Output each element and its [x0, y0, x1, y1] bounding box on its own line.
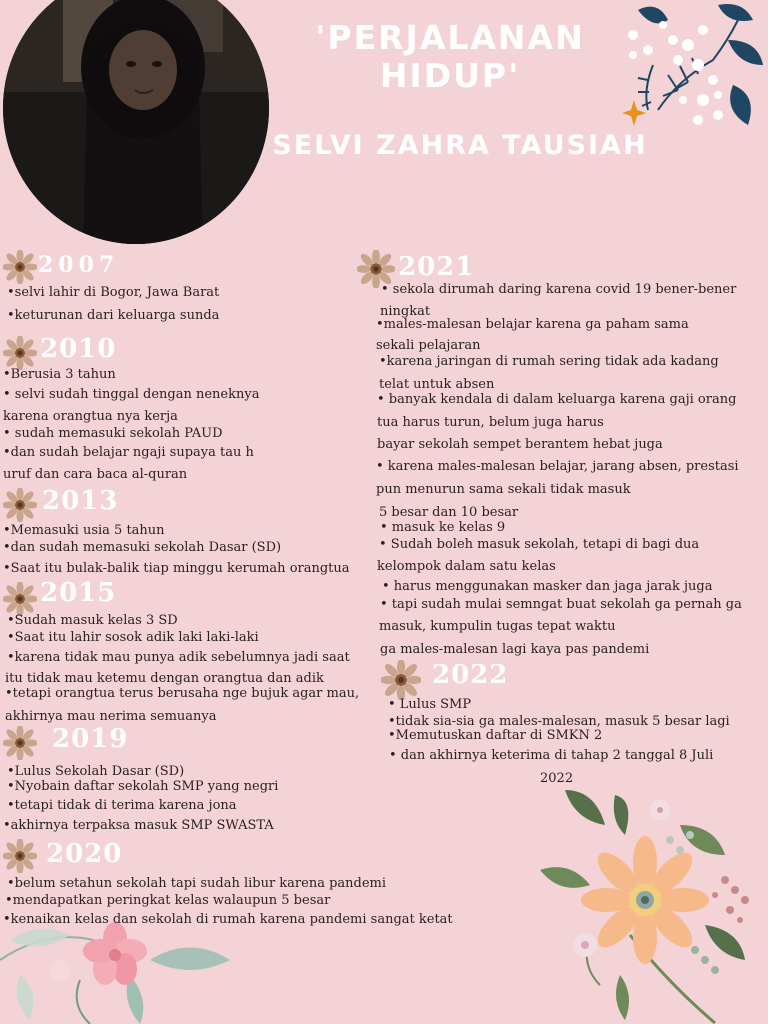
text-line: 2022	[540, 771, 574, 786]
text-line: •Sudah masuk kelas 3 SD	[7, 613, 178, 628]
text-line: •Saat itu bulak-balik tiap minggu kerumah orangtua	[3, 561, 350, 576]
flower-bullet-icon	[3, 582, 37, 616]
flower-bullet-icon	[3, 336, 37, 370]
flower-bouquet-icon	[530, 785, 768, 1024]
leaf-ornament-icon	[618, 0, 768, 135]
profile-photo	[3, 0, 269, 244]
text-line: •selvi lahir di Bogor, Jawa Barat	[7, 285, 220, 300]
year-2015: 2015	[40, 578, 117, 608]
flower-bullet-icon	[3, 726, 37, 760]
text-line: •tetapi tidak di terima karena jona	[7, 798, 237, 813]
text-line: kelompok dalam satu kelas	[377, 559, 556, 574]
text-line: • karena males-malesan belajar, jarang absen, prestasi	[376, 459, 739, 474]
year-2020: 2020	[46, 839, 123, 869]
text-line: •dan sudah belajar ngaji supaya tau h	[3, 445, 254, 460]
text-line: • selvi sudah tinggal dengan neneknya	[3, 387, 260, 402]
year-2010: 2010	[40, 334, 117, 364]
person-name: SELVI ZAHRA TAUSIAH	[272, 130, 648, 161]
text-line: • masuk ke kelas 9	[380, 520, 506, 535]
text-line: •keturunan dari keluarga sunda	[7, 308, 220, 323]
text-line: karena orangtua nya kerja	[3, 409, 178, 424]
text-line: •tidak sia-sia ga males-malesan, masuk 5 besar lagi	[388, 714, 730, 729]
text-line: •Memasuki usia 5 tahun	[3, 523, 165, 538]
text-line: sekali pelajaran	[376, 338, 481, 353]
text-line: pun menurun sama sekali tidak masuk	[376, 482, 631, 497]
text-line: akhirnya mau nerima semuanya	[5, 709, 217, 724]
text-line: bayar sekolah sempet berantem hebat juga	[377, 437, 663, 452]
text-line: •dan sudah memasuki sekolah Dasar (SD)	[3, 540, 282, 555]
text-line: uruf dan cara baca al-quran	[3, 467, 188, 482]
text-line: • Sudah boleh masuk sekolah, tetapi di bagi dua	[379, 537, 700, 552]
text-line: tua harus turun, belum juga harus	[377, 415, 604, 430]
year-2013: 2013	[42, 486, 119, 516]
year-2022: 2022	[432, 660, 509, 690]
text-line: ga males-malesan lagi kaya pas pandemi	[380, 642, 650, 657]
text-line: • dan akhirnya keterima di tahap 2 tanggal 8 Juli	[389, 748, 714, 763]
text-line: •males-malesan belajar karena ga paham sama	[376, 317, 689, 332]
page-title-line1: 'PERJALANAN	[315, 18, 585, 57]
text-line: •Memutuskan daftar di SMKN 2	[388, 728, 603, 743]
text-line: •belum setahun sekolah tapi sudah libur karena pandemi	[7, 876, 387, 891]
text-line: •karena jaringan di rumah sering tidak ada kadang	[379, 354, 719, 369]
text-line: • tapi sudah mulai semngat buat sekolah ga pernah ga	[380, 597, 742, 612]
text-line: •Berusia 3 tahun	[3, 367, 116, 382]
text-line: • sekola dirumah daring karena covid 19 bener-bener	[381, 282, 737, 297]
flower-bullet-icon	[3, 839, 37, 873]
text-line: • sudah memasuki sekolah PAUD	[3, 426, 223, 441]
year-2007: 2007	[38, 252, 120, 278]
text-line: 5 besar dan 10 besar	[379, 505, 519, 520]
text-line: •kenaikan kelas dan sekolah di rumah karena pandemi sangat ketat	[3, 912, 453, 927]
flower-bullet-icon	[381, 660, 421, 700]
year-2021: 2021	[398, 252, 475, 282]
flower-bullet-icon	[3, 250, 37, 284]
flower-bullet-icon	[3, 488, 37, 522]
text-line: masuk, kumpulin tugas tepat waktu	[379, 619, 616, 634]
text-line: itu tidak mau ketemu dengan orangtua dan adik	[5, 671, 324, 686]
text-line: •tetapi orangtua terus berusaha nge bujuk agar mau,	[5, 686, 360, 701]
text-line: •Lulus Sekolah Dasar (SD)	[7, 764, 185, 779]
text-line: •Nyobain daftar sekolah SMP yang negri	[7, 779, 279, 794]
text-line: ningkat	[380, 304, 431, 319]
text-line: •mendapatkan peringkat kelas walaupun 5 besar	[5, 893, 331, 908]
text-line: •karena tidak mau punya adik sebelumnya jadi saat	[7, 650, 350, 665]
year-2019: 2019	[52, 724, 129, 754]
text-line: •Saat itu lahir sosok adik laki laki-laki	[7, 630, 259, 645]
text-line: • Lulus SMP	[388, 697, 472, 712]
text-line: • banyak kendala di dalam keluarga karena gaji orang	[377, 392, 737, 407]
text-line: •akhirnya terpaksa masuk SMP SWASTA	[3, 818, 274, 833]
text-line: telat untuk absen	[379, 377, 495, 392]
text-line: • harus menggunakan masker dan jaga jarak juga	[382, 579, 713, 594]
page-title-line2: HIDUP'	[379, 56, 521, 95]
